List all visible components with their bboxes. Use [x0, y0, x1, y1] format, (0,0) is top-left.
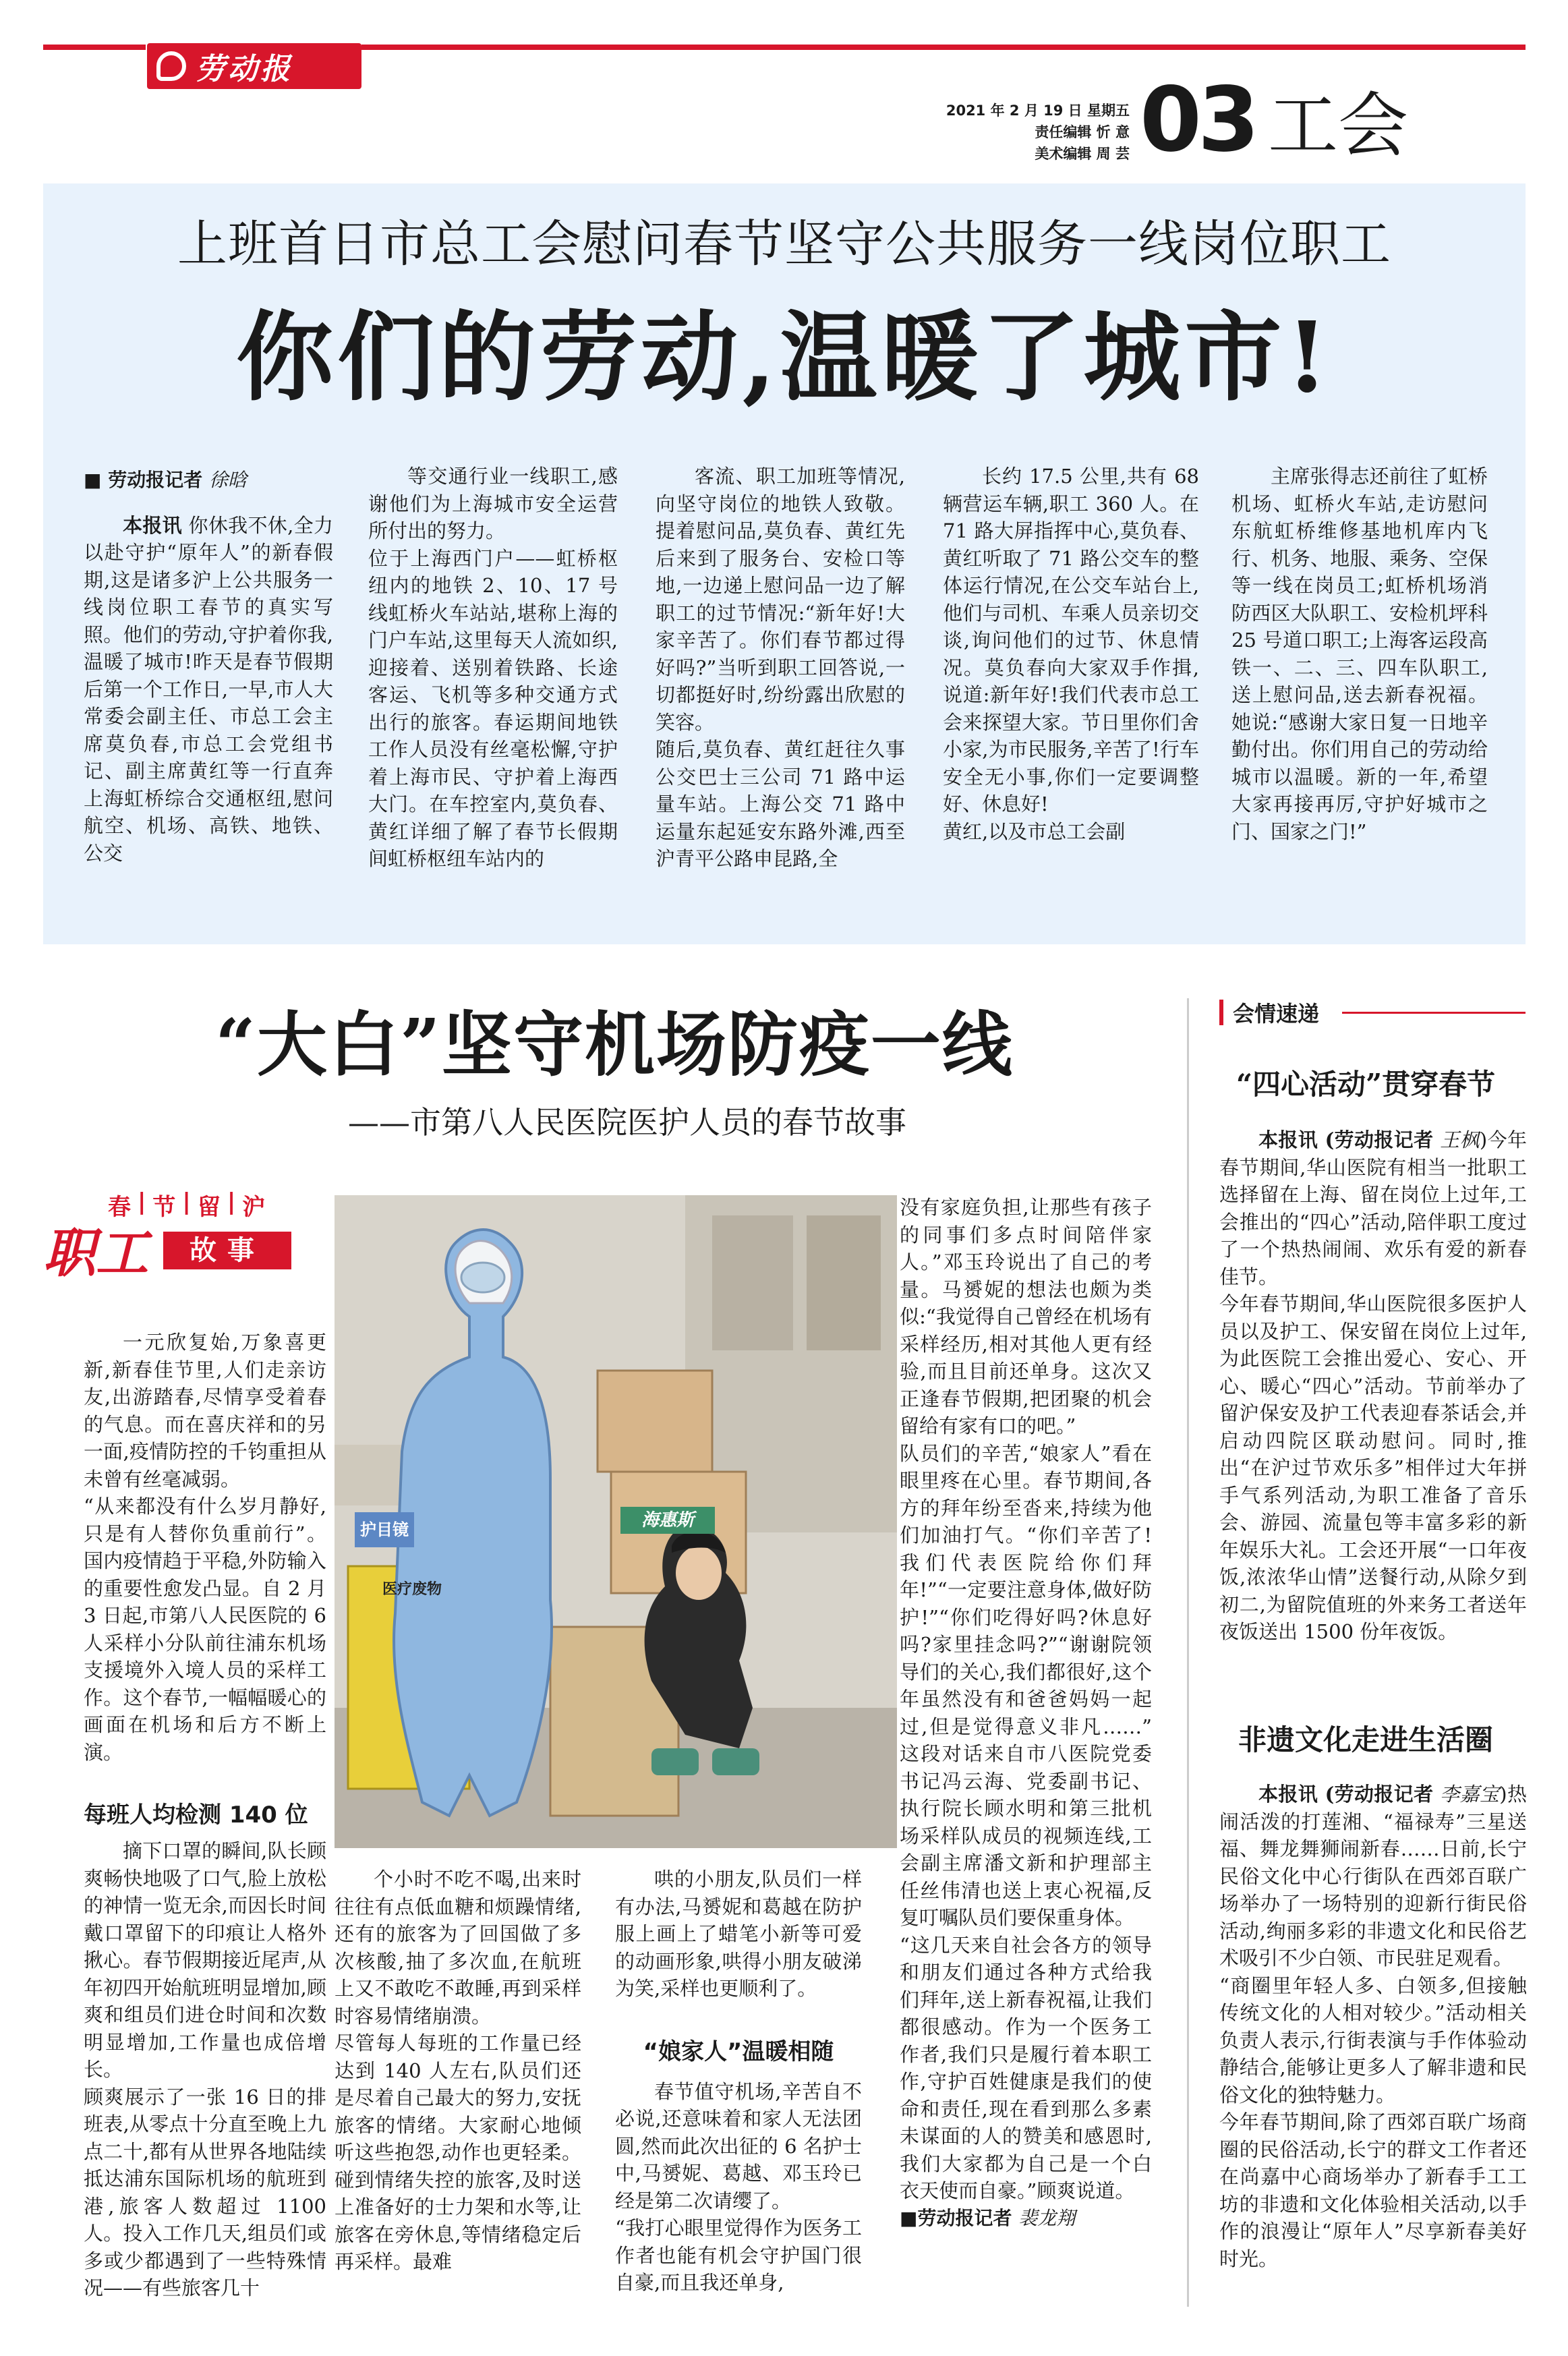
- top-story-col-4: 长约 17.5 公里,共有 68 辆营运车辆,职工 360 人。在 71 路大屏指挥中心,莫负春、黄红听取了 71 路公交车的整体运行情况,在公交车站台上,他们与司机、车乘人员亲切交谈,询问他们的过节、休息情况。莫负春向大家双手作揖,说道:新年好!我们代表市总工会来探望大家。节日里你们舍小家,为市民服务,辛苦了!行车安全无小事,你们一定要调整好、休息好! 黄红,以及市总工会副: [943, 465, 1199, 843]
- second-story-subheadline: ——市第八人民医院医护人员的春节故事: [348, 1104, 906, 1141]
- second-byline-label: 劳动报记者: [917, 2206, 1012, 2229]
- series-char: 节: [152, 1194, 176, 1221]
- top-lead-label: 本报讯: [123, 513, 182, 537]
- series-char: 春: [108, 1194, 131, 1221]
- sidebar-story2-reporter: 李嘉宝: [1440, 1783, 1500, 1806]
- series-char: 沪: [242, 1194, 266, 1221]
- photo-bin-label: 护目镜: [360, 1520, 409, 1539]
- top-story-kicker: 上班首日市总工会慰问春节坚守公共服务一线岗位职工: [177, 215, 1391, 273]
- second-story-col-4: [900, 1194, 1152, 2287]
- series-small: 故事: [163, 1232, 291, 1269]
- second-col3-text: 哄的小朋友,队员们一样有办法,马赟妮和葛越在防护服上画上了蜡笔小新等可爱的动画形象,哄得小朋友破涕为笑,采样也更顺利了。: [615, 1868, 862, 2000]
- logo-icon: [156, 51, 186, 81]
- sidebar-story1-text: )今年春节期间,华山医院有相当一批职工选择留在上海、留在岗位上过年,工会推出的“四心”活动,陪伴职工度过了一个热热闹闹、欢乐有爱的新春佳节。 今年春节期间,华山医院很多医护人员以及护工、保安留在岗位上过年,为此医院工会推出爱心、安心、开心、暖心“四心”活动。节前举办了留沪保安及护工代表迎春茶话会,并启动四院区联动慰问。同时,推出“在沪过节欢乐多”相伴过大年拼手气系列活动,为职工准备了音乐会、游园、流量包等丰富多彩的新年娱乐大礼。工会还开展“一口年夜饭,浓浓华山情”送餐行动,从除夕到初二,为留院值班的外来务工者送年夜饭送出 1500 份年夜饭。: [1219, 1128, 1527, 1643]
- top-byline-name: 徐晗: [208, 469, 247, 491]
- sidebar-header: [1219, 997, 1319, 1028]
- square-icon: ■: [84, 469, 109, 491]
- series-char: 留: [197, 1194, 221, 1221]
- top-story-col-1: [84, 467, 333, 898]
- sidebar-header-text: 会情速递: [1233, 1001, 1320, 1027]
- second-story-col-3: [615, 1866, 862, 2294]
- subhead-each-shift: 每班人均检测 140 位: [84, 1802, 308, 1829]
- sidebar-story1-body: [1219, 1126, 1527, 1679]
- sidebar-story1-title: “四心活动”贯穿春节: [1236, 1068, 1496, 1101]
- series-big: 职工: [43, 1224, 149, 1284]
- square-icon: ■: [900, 2206, 918, 2229]
- sidebar-story2-body: [1219, 1781, 1527, 2320]
- sidebar-rule: [1187, 998, 1189, 2307]
- masthead-editor: 责任编辑 忻 意: [1035, 124, 1130, 140]
- sidebar-story2-title: 非遗文化走进生活圈: [1238, 1723, 1493, 1756]
- photo-bin2-label: 医疗废物: [382, 1581, 442, 1598]
- top-col1-text: 你休我不休,全力以赴守护“原年人”的新春假期,这是诸多沪上公共服务一线岗位职工春节的真实写照。他们的劳动,守护着你我,温暖了城市!昨天是春节假期后第一个工作日,一早,市人大常委会副主任、市总工会主席莫负春,市总工会党组书记、副主席黄红等一行直奔上海虹桥综合交通枢纽,慰问航空、机场、高铁、地铁、公交: [84, 513, 333, 865]
- series-tag: [43, 1188, 290, 1290]
- masthead-art-editor: 美术编辑 周 芸: [1035, 146, 1130, 162]
- top-story-col-3: 客流、职工加班等情况,向坚守岗位的地铁人致敬。提着慰问品,莫负春、黄红先后来到了服务台、安检口等地,一边递上慰问品一边了解职工的过节情况:“新年好!大家辛苦了。你们春节都过得好吗?”当听到职工回答说,一切都挺好时,纷纷露出欣慰的笑容。 随后,莫负春、黄红赶往久事公交巴士三公司 71 路中运量车站。上海公交 71 路中运量东起延安东路外滩,西至沪青平公路申昆路,全: [656, 465, 905, 870]
- second-col1b-text: 摘下口罩的瞬间,队长顾爽畅快地吸了口气,脸上放松的神情一览无余,而因长时间戴口罩留下的印痕让人格外揪心。春节假期接近尾声,从年初四开始航班明显增加,顾爽和组员们进仓时间和次数明显增加,工作量也成倍增长。 顾爽展示了一张 16 日的排班表,从零点十分直至晚上九点二十,都有从世界各地陆续抵达浦东国际机场的航班到港,旅客人数超过 1100 人。投入工作几天,组员们或多或少都遇到了一些特殊情况——有些旅客几十: [84, 1839, 326, 2299]
- logo-text: 劳动报: [196, 52, 293, 86]
- sidebar-story2-lead: 本报讯 (劳动报记者: [1258, 1783, 1434, 1806]
- top-story-col-2: 等交通行业一线职工,感谢他们为上海城市安全运营所付出的努力。 位于上海西门户——虹桥枢纽内的地铁 2、10、17 号线虹桥火车站站,堪称上海的门户车站,这里每天人流如织,迎接着、送别着铁路、长途客运、飞机等多种交通方式出行的旅客。春运期间地铁工作人员没有丝毫松懈,守护着上海市民、守护着上海西大门。在车控室内,莫负春、黄红详细了解了春节长假期间虹桥枢纽车站内的: [368, 465, 618, 870]
- subhead-family: “娘家人”温暖相随: [643, 2038, 834, 2065]
- page-number: 03: [1140, 68, 1256, 172]
- second-byline-name: 裴龙翔: [1018, 2206, 1076, 2229]
- masthead-logo: [147, 43, 361, 89]
- top-story-col-5: 主席张得志还前往了虹桥机场、虹桥火车站,走访慰问东航虹桥维修基地机库内飞行、机务、地服、乘务、空保等一线在岗员工;虹桥机场消防西区大队职工、安检机坪科 25 号道口职工;上海客运段高铁一、二、三、四车队职工,送上慰问品,送去新春祝福。她说:“感谢大家日复一日地辛勤付出。你们用自己的劳动给城市以温暖。新的一年,希望大家再接再厉,守护好城市之门、国家之门!”: [1231, 465, 1488, 843]
- second-col4-text: 没有家庭负担,让那些有孩子的同事们多点时间陪伴家人。”邓玉玲说出了自己的考量。马赟妮的想法也颇为类似:“我觉得自己曾经在机场有采样经历,相对其他人更有经验,而且目前还单身。这次又正逢春节假期,把团聚的机会留给有家有口的吧。” 队员们的辛苦,“娘家人”看在眼里疼在心里。春节期间,各方的拜年纷至沓来,持续为他们加油打气。“你们辛苦了!我们代表医院给你们拜年!”“一定要注意身体,做好防护!”“你们吃得好吗?休息好吗?家里挂念吗?”“谢谢院领导们的关心,我们都很好,这个年虽然没有和爸爸妈妈一起过,但是觉得意义非凡……” 这段对话来自市八医院党委书记冯云海、党委副书记、执行院长顾水明和第三批机场采样队成员的视频连线,工会副主席潘文新和护理部主任丝伟清也送上衷心祝福,反复叮嘱队员们要保重身体。 “这几天来自社会各方的领导和朋友们通过各种方式给我们拜年,送上新春祝福,让我们都很感动。作为一个医务工作者,我们只是履行着本职工作,守护百姓健康是我们的使命和责任,现在看到那么多素未谋面的人的赞美和感恩时,我们大家都为自己是一个白衣天使而自豪。”顾爽说道。: [900, 1196, 1152, 2202]
- photo-nurse-fitting: [335, 1195, 897, 1848]
- sidebar-story1-lead: 本报讯 (劳动报记者: [1258, 1128, 1434, 1151]
- second-story-col-1: [84, 1329, 326, 2299]
- sidebar-story2-text: )热闹活泼的打莲湘、“福禄寿”三星送福、舞龙舞狮闹新春……日前,长宁民俗文化中心行街队在西郊百联广场举办了一场特别的迎新行街民俗活动,绚丽多彩的非遗文化和民俗艺术吸引不少白领、市民驻足观看。 “商圈里年轻人多、白领多,但接触传统文化的人相对较少。”活动相关负责人表示,行街表演与手作体验动静结合,能够让更多人了解非遗和民俗文化的独特魅力。 今年春节期间,除了西郊百联广场商圈的民俗活动,长宁的群文工作者还在尚嘉中心商场举办了新春手工工坊的非遗和文化体验相关活动,以手作的浪漫让“原年人”尽享新春美好时光。: [1219, 1783, 1527, 2270]
- series-chars: 春 | 节 | 留 | 沪: [108, 1188, 266, 1221]
- top-byline-label: 劳动报记者: [108, 469, 203, 491]
- top-story-headline: 你们的劳动,温暖了城市!: [236, 300, 1333, 414]
- photo-box-label: 海惠斯: [620, 1507, 715, 1534]
- second-col3b-text: 春节值守机场,辛苦自不必说,还意味着和家人无法团圆,然而此次出征的 6 名护士中,马赟妮、葛越、邓玉玲已经是第二次请缨了。 “我打心眼里觉得作为医务工作者也能有机会守护国门很自豪,而且我还单身,: [615, 2079, 862, 2294]
- sidebar-marker: [1219, 1000, 1223, 1025]
- second-story-headline: “大白”坚守机场防疫一线: [215, 1003, 1014, 1086]
- masthead-rule-left: [43, 45, 146, 50]
- sidebar-header-rule: [1342, 1012, 1526, 1014]
- photo-illustration: [335, 1195, 897, 1848]
- second-col1-text: 一元欣复始,万象喜更新,新春佳节里,人们走亲访友,出游踏春,尽情享受着春的气息。而在喜庆祥和的另一面,疫情防控的千钧重担从未曾有丝毫减弱。 “从来都没有什么岁月静好,只是有人替你负重前行”。国内疫情趋于平稳,外防输入的重要性愈发凸显。自 2 月 3 日起,市第八人民医院的 6 人采样小分队前往浦东机场支援境外入境人员的采样工作。这个春节,一幅幅暖心的画面在机场和后方不断上演。: [84, 1331, 326, 1764]
- masthead-date: 2021 年 2 月 19 日 星期五: [946, 103, 1130, 119]
- sidebar-story1-reporter: 王枫: [1440, 1128, 1480, 1151]
- masthead-rule-right: [361, 45, 1526, 50]
- section-name: 工会: [1268, 84, 1409, 167]
- second-story-col-2: 个小时不吃不喝,出来时往往有点低血糖和烦躁情绪,还有的旅客为了回国做了多次核酸,抽了多次血,在航班上又不敢吃不敢睡,再到采样时容易情绪崩溃。 尽管每人每班的工作量已经达到 140 人左右,队员们还是尽着自己最大的努力,安抚旅客的情绪。大家耐心地倾听这些抱怨,动作也更轻柔。碰到情绪失控的旅客,及时送上准备好的士力架和水等,让旅客在旁休息,等情绪稳定后再采样。最难: [335, 1868, 581, 2273]
